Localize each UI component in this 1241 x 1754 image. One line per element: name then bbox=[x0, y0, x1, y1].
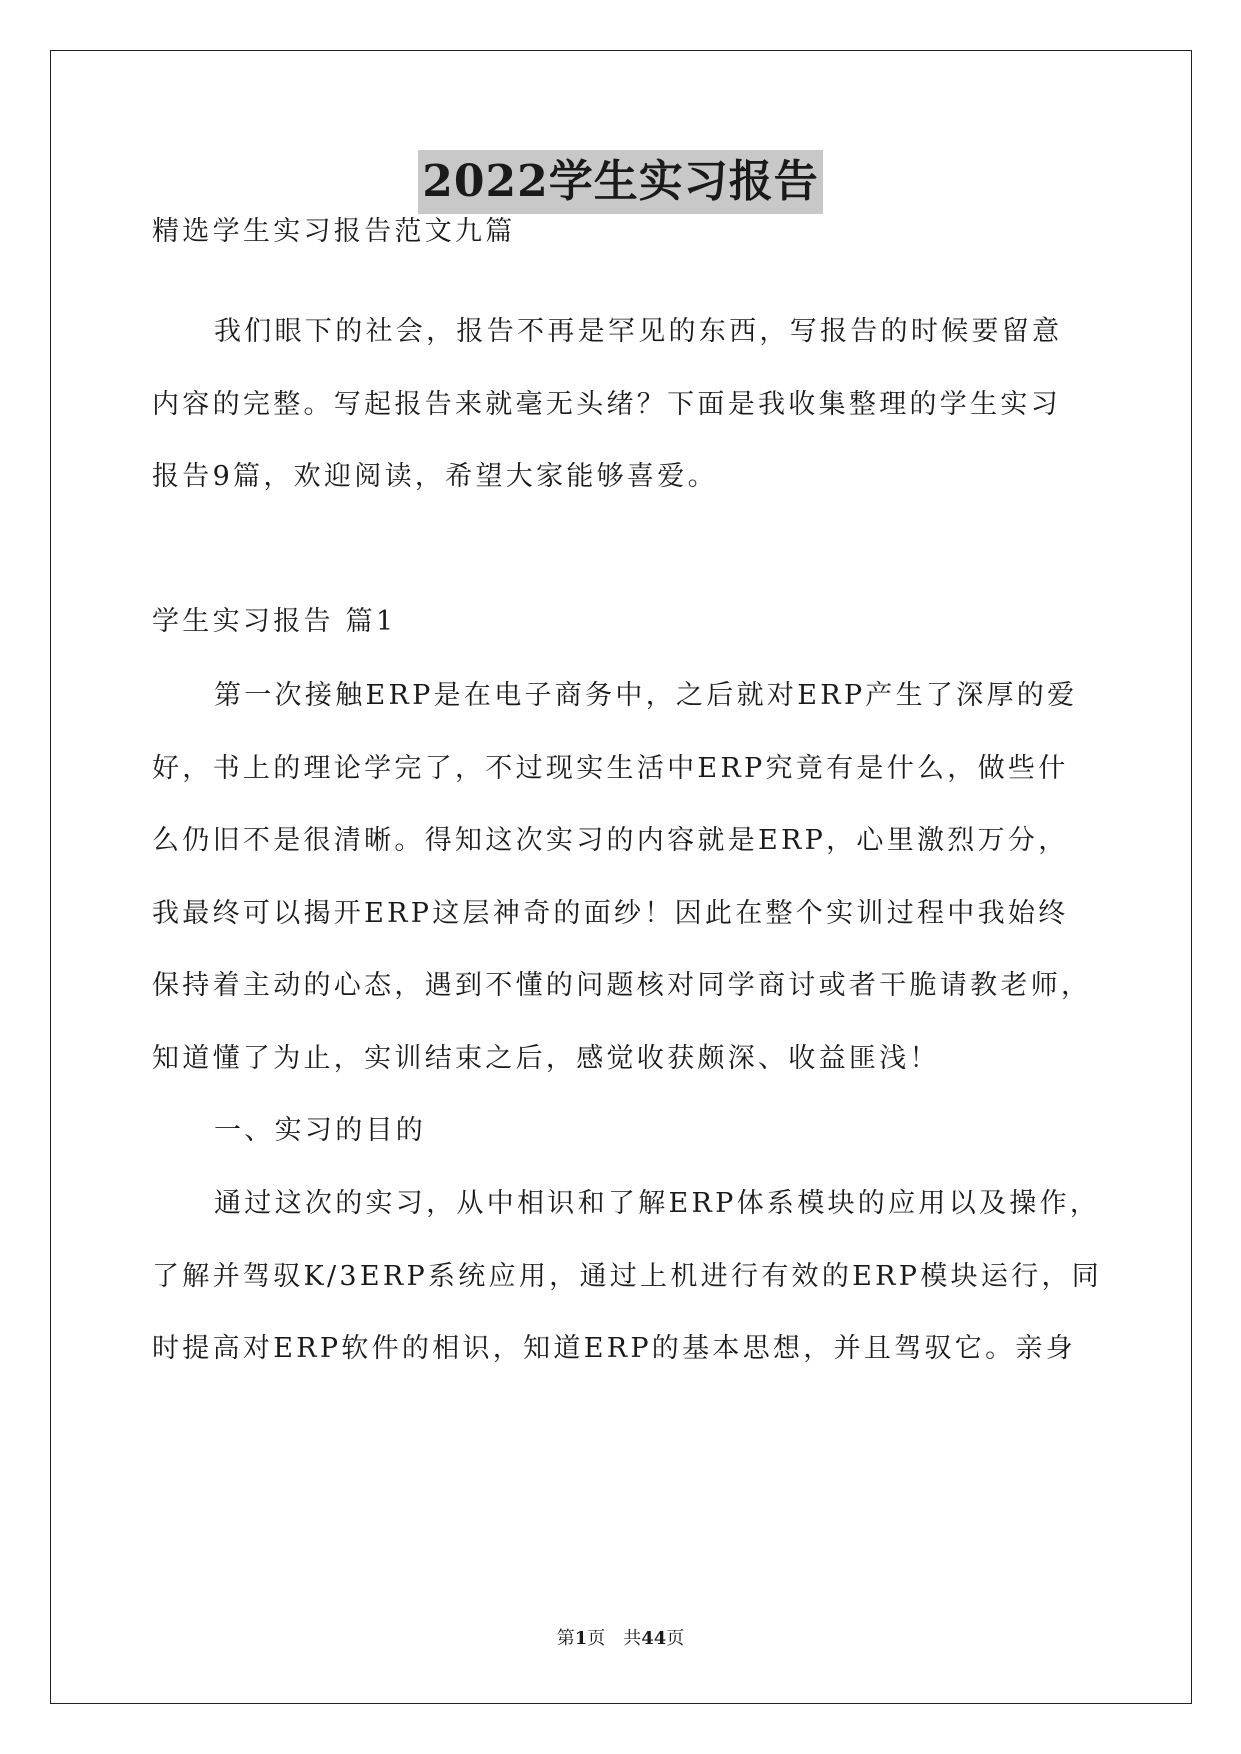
section-heading: 学生实习报告 篇1 bbox=[152, 606, 397, 637]
paragraph-line: 时提高对ERP软件的相识，知道ERP的基本思想，并且驾驭它。亲身 bbox=[152, 1333, 1077, 1364]
paragraph-line: 了解并驾驭K/3ERP系统应用，通过上机进行有效的ERP模块运行，同 bbox=[152, 1261, 1103, 1292]
document-title: 2022学生实习报告 bbox=[418, 150, 822, 214]
paragraph-line: 知道懂了为止，实训结束之后，感觉收获颇深、收益匪浅！ bbox=[152, 1043, 940, 1074]
footer-prefix: 第 bbox=[556, 1628, 575, 1649]
paragraph-line: 么仍旧不是很清晰。得知这次实习的内容就是ERP，心里激烈万分， bbox=[152, 825, 1069, 856]
intro-line: 报告9篇，欢迎阅读，希望大家能够喜爱。 bbox=[152, 461, 718, 492]
subtitle: 精选学生实习报告范文九篇 bbox=[152, 216, 516, 247]
page-footer bbox=[0, 1627, 1241, 1651]
intro-line: 我们眼下的社会，报告不再是罕见的东西，写报告的时候要留意 bbox=[214, 316, 1063, 347]
paragraph-line: 我最终可以揭开ERP这层神奇的面纱！因此在整个实训过程中我始终 bbox=[152, 898, 1069, 929]
paragraph-line: 保持着主动的心态，遇到不懂的问题核对同学商讨或者干脆请教老师， bbox=[152, 970, 1092, 1001]
paragraph-line: 好，书上的理论学完了，不过现实生活中ERP究竟有是什么，做些什 bbox=[152, 753, 1069, 784]
current-page-number: 1 bbox=[574, 1628, 588, 1649]
total-page-count: 44 bbox=[641, 1628, 667, 1649]
intro-line: 内容的完整。写起报告来就毫无头绪？下面是我收集整理的学生实习 bbox=[152, 389, 1061, 420]
footer-suffix: 页 bbox=[666, 1628, 685, 1649]
page-border bbox=[50, 50, 1192, 1704]
footer-middle: 页 共 bbox=[587, 1628, 642, 1649]
paragraph-line: 通过这次的实习，从中相识和了解ERP体系模块的应用以及操作， bbox=[214, 1188, 1101, 1219]
title-container bbox=[0, 150, 1241, 214]
paragraph-line: 第一次接触ERP是在电子商务中，之后就对ERP产生了深厚的爱 bbox=[214, 680, 1078, 711]
subheading: 一、实习的目的 bbox=[214, 1115, 427, 1146]
